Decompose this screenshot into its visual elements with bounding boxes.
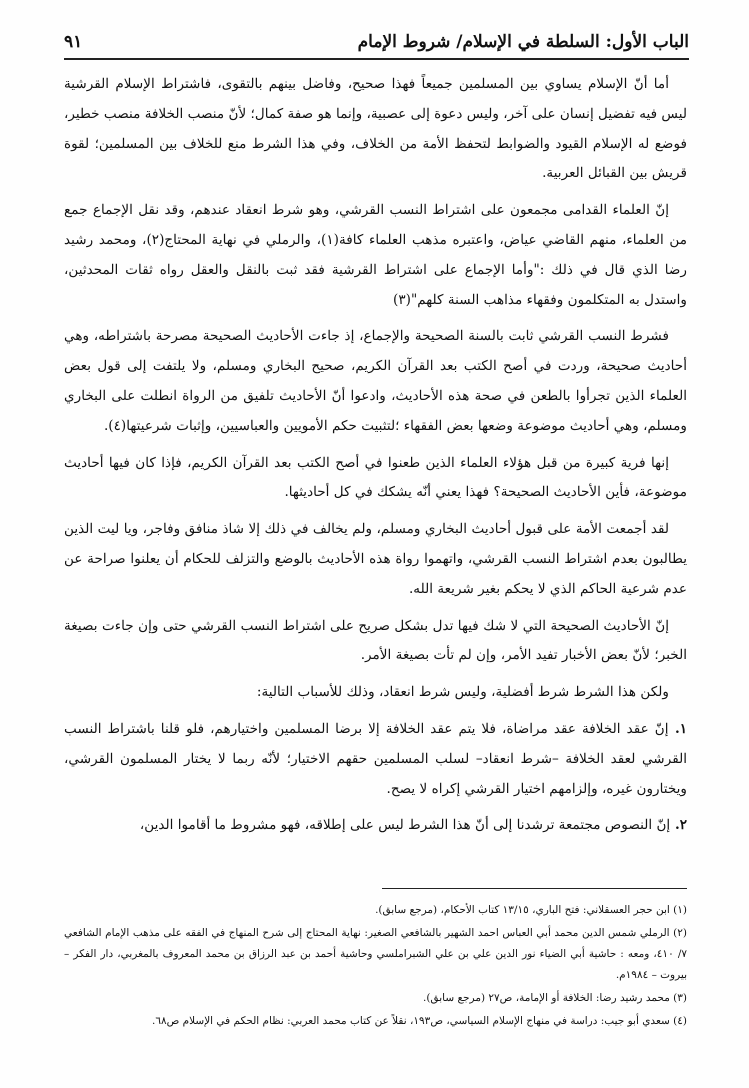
paragraph: لقد أجمعت الأمة على قبول أحاديث البخاري ومسلم، ولم يخالف في ذلك إلا شاذ منافق وفاجر، ويا ليت الذين يطالبون بعدم اشتراط النسب القرشي، واتهموا رواة هذه الأحاديث بالوضع والتزلف للحكام أن يعلنوا صراحة عن عدم شرعية الحاكم الذي لا يحكم بغير شريعة الله. (64, 521, 687, 597)
footnote: (٣) محمد رشيد رضا: الخلافة أو الإمامة، ص٢٧ (مرجع سابق). (423, 992, 687, 1004)
list-text: إنّ النصوص مجتمعة ترشدنا إلى أنّ هذا الشرط ليس على إطلاقه، فهو مشروط ما أقاموا الدين، (139, 817, 671, 834)
header-divider (64, 58, 689, 60)
footnote-divider (382, 888, 687, 889)
paragraph: إنّ الأحاديث الصحيحة التي لا شك فيها تدل بشكل صريح على اشتراط النسب القرشي حتى وإن جاءت بصيغة الخبر؛ لأنّ بعض الأخبار تفيد الأمر، وإن لم تأت بصيغة الأمر. (64, 617, 687, 664)
list-text: إنّ عقد الخلافة عقد مراضاة، فلا يتم عقد الخلافة إلا برضا المسلمين واختيارهم، فلو قلنا باشتراط النسب القرشي لعقد الخلافة –شرط انعقاد– لسلب المسلمين حقهم الاختيار؛ لأنّه ربما لا يختار المسلمون القرشي، ويختارون غيره، وإلزامهم اختيار القرشي إكراه لا يصح. (64, 720, 687, 797)
list-item (64, 715, 687, 804)
paragraph: أما أنّ الإسلام يساوي بين المسلمين جميعاً فهذا صحيح، وفاضل بينهم بالتقوى، فاشتراط الإسلام القرشية ليس فيه تفضيل إنسان على آخر، وليس دعوة إلى عصبية، وإنما هو صفة كمال؛ لأنّ منصب الخلافة منصب خطير، فوضع له الإسلام القيود والضوابط لتحفظ الأمة من الخلاف، وفي هذا الشرط منع للخلاف بين المسلمين؛ لقوة قريش بين القبائل العربية. (64, 76, 687, 182)
list-number: ١. (668, 720, 687, 737)
footnote: (١) ابن حجر العسقلاني: فتح الباري، ١٣/١٥ كتاب الأحكام، (مرجع سابق). (375, 904, 687, 916)
footnote: (٤) سعدي أبو جيب: دراسة في منهاج الإسلام السياسي، ص١٩٣، نقلاً عن كتاب محمد العربي: نظام الحكم في الإسلام ص٦٨. (151, 1015, 687, 1027)
footnote: (٢) الرملي شمس الدين محمد أبي العباس احمد الشهير بالشافعي الصغير: نهاية المحتاج إلى شرح المنهاج في الفقه على مذهب الإمام الشافعي ٧/ ٤١٠، ومعه : حاشية أبي الضياء نور الدين علي بن علي الشبراملسي وحاشية أحمد بن عبد الرزاق بن محمد المعروف بالمغربي، دار الفكر – بيروت – ١٩٨٤م. (64, 927, 687, 981)
list-number: ٢. (670, 817, 687, 834)
paragraph: إنها فرية كبيرة من قبل هؤلاء العلماء الذين طعنوا في أصح الكتب بعد القرآن الكريم، فإذا كان فيها أحاديث موضوعة، فأين الأحاديث الصحيحة؟ فهذا يعني أنّه يشكك في كل أحاديثها. (64, 454, 687, 501)
list-item (64, 811, 687, 841)
paragraph: ولكن هذا الشرط شرط أفضلية، وليس شرط انعقاد، وذلك للأسباب التالية: (256, 684, 669, 701)
chapter-title: الباب الأول: السلطة في الإسلام/ شروط الإمام (357, 32, 689, 52)
body-text (64, 70, 687, 848)
footnotes (64, 900, 687, 1034)
paragraph: إنّ العلماء القدامى مجمعون على اشتراط النسب القرشي، وهو شرط انعقاد عندهم، وقد نقل الإجماع جمع من العلماء، منهم القاضي عياض، واعتبره مذهب العلماء كافة(١)، والرملي في نهاية المحتاج(٢)، ومحمد رشيد رضا الذي قال في ذلك :"وأما الإجماع على اشتراط القرشية فقد ثبت بالنقل والعقل رواه ثقات المحدثين، واستدل به المتكلمون وفقهاء مذاهب السنة كلهم"(٣) (64, 202, 687, 308)
running-header (64, 30, 689, 60)
page-number: ٩١ (64, 32, 83, 52)
paragraph: فشرط النسب القرشي ثابت بالسنة الصحيحة والإجماع، إذ جاءت الأحاديث الصحيحة مصرحة باشتراطه، وهي أحاديث صحيحة، وردت في أصح الكتب بعد القرآن الكريم، صحيح البخاري ومسلم، ولا يلتفت إلى قول بعض العلماء الذين تجرأوا بالطعن في صحة هذه الأحاديث، وادعوا أنّ الأحاديث تلفيق من الرواة انطلت على البخاري ومسلم، وهي أحاديث موضوعة وضعها بعض الفقهاء ؛لتثبيت حكم الأمويين والعباسيين، وإثبات شرعيتها(٤). (64, 328, 687, 434)
